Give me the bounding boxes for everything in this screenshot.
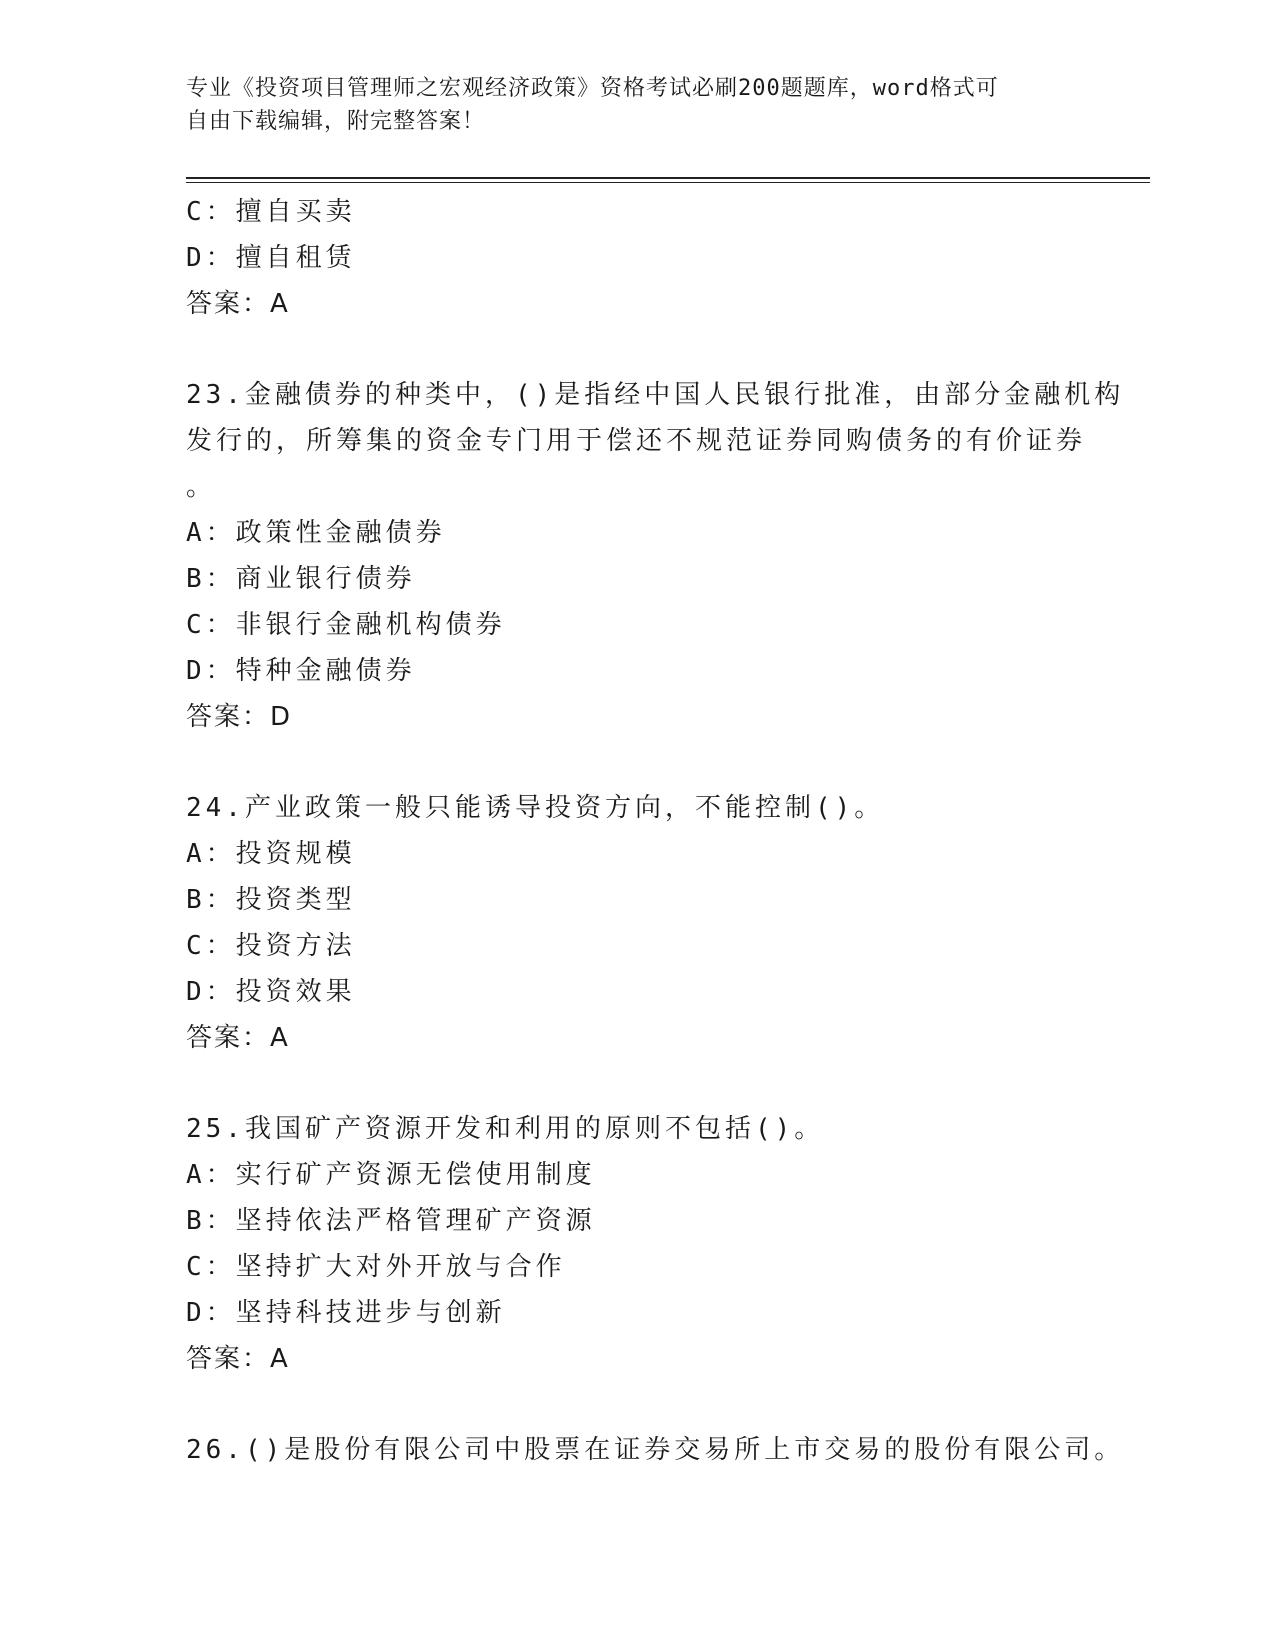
header-line-2: 自由下载编辑，附完整答案！ <box>186 109 486 134</box>
answer: 答案：D <box>186 702 293 732</box>
question-text-line: 23.金融债券的种类中，()是指经中国人民银行批准，由部分金融机构 <box>186 380 1125 410</box>
spacer <box>186 740 1086 785</box>
answer: 答案：A <box>186 1344 290 1374</box>
spacer <box>186 1061 1086 1106</box>
answer: 答案：A <box>186 1023 290 1053</box>
option-b: B：商业银行债券 <box>186 564 416 594</box>
option-d: D：擅自租赁 <box>186 243 356 273</box>
header-divider-thick <box>186 177 1150 179</box>
document-header <box>186 72 1066 138</box>
question-block-24 <box>186 785 1086 1061</box>
spacer <box>186 1382 1086 1427</box>
header-line-1: 专业《投资项目管理师之宏观经济政策》资格考试必刷200题题库，word格式可 <box>186 76 999 101</box>
header-divider-thin <box>186 182 1150 183</box>
option-b: B：坚持依法严格管理矿产资源 <box>186 1206 596 1236</box>
question-block-25 <box>186 1106 1086 1382</box>
option-c: C：非银行金融机构债券 <box>186 610 506 640</box>
option-a: A：政策性金融债券 <box>186 518 446 548</box>
option-c: C：擅自买卖 <box>186 197 356 227</box>
question-text-line: 发行的，所筹集的资金专门用于偿还不规范证券同购债务的有价证券 <box>186 426 1087 456</box>
spacer <box>186 327 1086 372</box>
option-d: D：投资效果 <box>186 977 356 1007</box>
question-list <box>186 189 1125 1473</box>
question-text-line: 24.产业政策一般只能诱导投资方向，不能控制()。 <box>186 793 885 823</box>
option-d: D：特种金融债券 <box>186 656 416 686</box>
question-text-line: 。 <box>186 472 217 502</box>
question-text-line: 26.()是股份有限公司中股票在证券交易所上市交易的股份有限公司。 <box>186 1435 1125 1465</box>
option-c: C：坚持扩大对外开放与合作 <box>186 1252 566 1282</box>
option-a: A：实行矿产资源无偿使用制度 <box>186 1160 596 1190</box>
option-c: C：投资方法 <box>186 931 356 961</box>
option-d: D：坚持科技进步与创新 <box>186 1298 506 1328</box>
question-block-23 <box>186 372 1125 740</box>
answer: 答案：A <box>186 289 290 319</box>
option-b: B：投资类型 <box>186 885 356 915</box>
question-text-line: 25.我国矿产资源开发和利用的原则不包括()。 <box>186 1114 825 1144</box>
question-block-26 <box>186 1427 1125 1473</box>
option-a: A：投资规模 <box>186 839 356 869</box>
question-block-22 <box>186 189 1086 327</box>
